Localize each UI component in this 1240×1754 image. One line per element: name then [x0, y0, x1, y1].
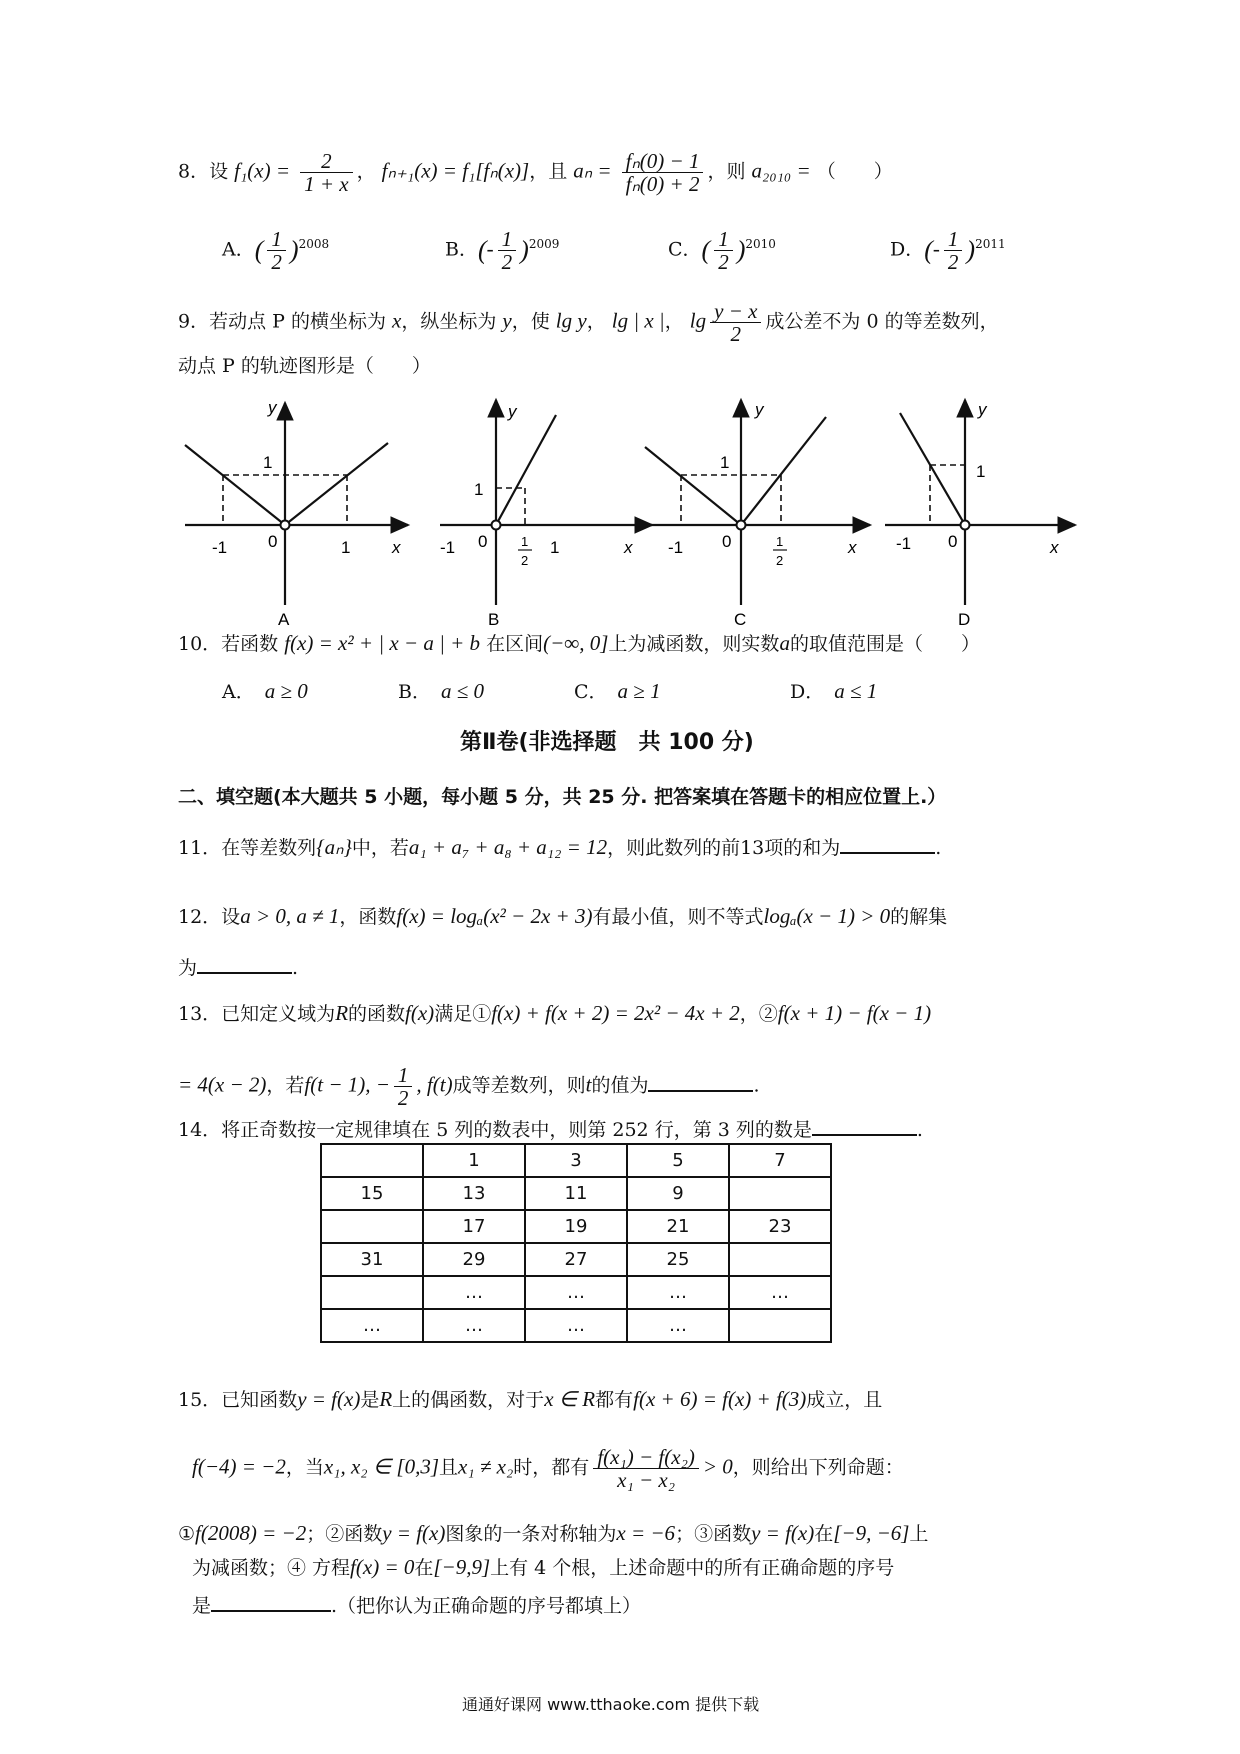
q8-an-fraction: $\frac{\text{fₙ(0) − 1}}{\text{fₙ(0) + 2}}$	[622, 150, 704, 195]
table-cell: …	[321, 1309, 423, 1342]
graph-d-tick: 0	[948, 532, 958, 551]
q11-line: 11．在等差数列{aₙ}中，若a₁ + a₇ + a₈ + a₁₂ = 12，则此数列的前13项的和为 .	[178, 832, 941, 861]
table-cell	[321, 1210, 423, 1243]
graph-a-tick: 1	[341, 538, 351, 557]
q15-line1: 15．已知函数y = f(x)是R上的偶函数，对于x ∈ R都有f(x + 6) = f(x) + f(3)成立，且	[178, 1387, 883, 1411]
graph-c-tick: 0	[722, 532, 732, 551]
q12-line1: 12．设a > 0, a ≠ 1，函数f(x) = logₐ(x² − 2x + 3)有最小值，则不等式logₐ(x − 1) > 0的解集	[178, 904, 948, 928]
table-cell: 9	[627, 1177, 729, 1210]
q13-fraction: $\frac{1}{2}$	[394, 1064, 413, 1109]
table-row	[321, 1243, 831, 1276]
table-cell: …	[627, 1309, 729, 1342]
table-cell: …	[627, 1276, 729, 1309]
graph-a-label: A	[278, 610, 290, 629]
table-cell: …	[729, 1276, 831, 1309]
q12-answer-blank[interactable]	[197, 952, 292, 974]
q15-line5: 是 .（把你认为正确命题的序号都填上）	[192, 1590, 641, 1619]
q8-f1-fraction: $\frac{2}{1 + x}$	[300, 150, 353, 195]
q8-option-b[interactable]: B．(- $\frac{1}{2}$ )$^{2009}$	[445, 227, 560, 274]
graph-b-half-den: 2	[521, 553, 529, 568]
q9-graphs	[0, 385, 1240, 645]
graph-c-label: C	[734, 610, 747, 629]
table-cell: 5	[627, 1144, 729, 1177]
table-cell	[729, 1243, 831, 1276]
q8-option-a[interactable]: A．( $\frac{1}{2}$ )$^{2008}$	[222, 227, 330, 274]
graph-d-tick: 1	[976, 462, 986, 481]
table-cell: 13	[423, 1177, 525, 1210]
graph-d-tick: -1	[896, 534, 912, 553]
table-cell: 7	[729, 1144, 831, 1177]
graph-a-tick: 1	[263, 453, 273, 472]
q8-option-d[interactable]: D．(- $\frac{1}{2}$ )$^{2011}$	[890, 227, 1006, 274]
section2-title: 二、填空题(本大题共 5 小题，每小题 5 分，共 25 分. 把答案填在答题卡的相应位置上.）	[178, 786, 947, 808]
q8-a2010: a₂₀₁₀ =	[751, 158, 811, 183]
graph-d-x-label: x	[1050, 538, 1059, 557]
graph-c-x-label: x	[848, 538, 857, 557]
table-cell: 1	[423, 1144, 525, 1177]
graph-b-tick: 1	[474, 480, 484, 499]
q15-fraction: $\frac{\text{f(x₁) − f(x₂)}}{\text{x₁ − x₂}}$	[593, 1446, 699, 1491]
table-row	[321, 1210, 831, 1243]
q14-answer-blank[interactable]	[812, 1114, 917, 1136]
q9-line2: 动点 P 的轨迹图形是（ ）	[178, 355, 431, 377]
table-cell: 11	[525, 1177, 627, 1210]
q11-answer-blank[interactable]	[840, 832, 935, 854]
q15-answer-blank[interactable]	[211, 1590, 331, 1612]
graph-a	[185, 398, 408, 629]
table-cell: 19	[525, 1210, 627, 1243]
q13-line2: = 4(x − 2)，若f(t − 1), − $\frac{1}{2}$ , f(t)成等差数列，则t的值为 .	[178, 1063, 760, 1110]
table-cell: …	[423, 1309, 525, 1342]
q10-option-b[interactable]: B． a ≤ 0	[398, 679, 484, 703]
graph-c-tick: -1	[668, 538, 684, 557]
table-cell: 31	[321, 1243, 423, 1276]
table-cell: 21	[627, 1210, 729, 1243]
table-cell: 27	[525, 1243, 627, 1276]
table-cell: …	[423, 1276, 525, 1309]
q10-line: 10．若函数 f(x) = x² + | x − a | + b 在区间(−∞, 0]上为减函数，则实数a的取值范围是（ ）	[178, 631, 980, 655]
q14-number-table	[320, 1143, 832, 1343]
q9-fraction: $\frac{y - x}{2}$	[710, 300, 761, 345]
q8-fn1-def: fₙ₊₁(x) = f₁[fₙ(x)]	[381, 158, 530, 183]
graph-b-y-label: y	[508, 402, 517, 421]
graph-b-x-label: x	[624, 538, 633, 557]
graph-c-tick: 1	[720, 453, 730, 472]
part2-title: 第Ⅱ卷(非选择题 共 100 分)	[460, 730, 754, 755]
q8-answer-paren: （ ）	[816, 160, 893, 183]
q9-line1: 9．若动点 P 的横坐标为 x，纵坐标为 y，使 lg y， lg | x |， lg $\frac{y - x}{2}$ 成公差不为 0 的等差数列，	[178, 299, 999, 346]
graph-b-tick: 0	[478, 532, 488, 551]
q12-line2: 为 .	[178, 952, 298, 981]
q10-option-a[interactable]: A． a ≥ 0	[222, 679, 308, 703]
graph-c-half-num: 1	[776, 534, 784, 549]
q8-option-c[interactable]: C．( $\frac{1}{2}$ )$^{2010}$	[668, 227, 776, 274]
table-cell: 17	[423, 1210, 525, 1243]
table-cell: 15	[321, 1177, 423, 1210]
graph-b-half-num: 1	[521, 534, 529, 549]
graph-d-y-label: y	[978, 400, 987, 419]
q10-option-d[interactable]: D． a ≤ 1	[790, 679, 878, 703]
table-cell: 29	[423, 1243, 525, 1276]
graph-d-label: D	[958, 610, 971, 629]
graph-c	[645, 400, 870, 629]
table-cell	[729, 1309, 831, 1342]
table-cell	[321, 1276, 423, 1309]
graph-a-y-label: y	[268, 398, 277, 417]
q10-option-c[interactable]: C． a ≥ 1	[574, 679, 661, 703]
table-row	[321, 1309, 831, 1342]
page-footer: 通通好课网 www.tthaoke.com 提供下载	[462, 1695, 760, 1714]
graph-d	[885, 400, 1075, 629]
table-cell: 25	[627, 1243, 729, 1276]
graph-a-tick: 0	[268, 532, 278, 551]
q14-line: 14．将正奇数按一定规律填在 5 列的数表中，则第 252 行，第 3 列的数是 .	[178, 1114, 923, 1143]
table-cell	[321, 1144, 423, 1177]
graph-c-y-label: y	[755, 400, 764, 419]
q8-f1-def: f₁(x) =	[234, 158, 291, 183]
table-cell: …	[525, 1309, 627, 1342]
table-cell: 3	[525, 1144, 627, 1177]
table-row	[321, 1177, 831, 1210]
table-cell: 23	[729, 1210, 831, 1243]
q8-line: 8．设 f₁(x) = $\frac{2}{1 + x}$ ， fₙ₊₁(x) = f₁[fₙ(x)]，且 aₙ = $\frac{\text{fₙ(0) − 1}}{\text{fₙ(0) + 2}}$ ，则 a₂₀₁₀ = （ ）	[178, 149, 893, 196]
q15-line4: 为减函数；④ 方程f(x) = 0在[−9,9]上有 4 个根，上述命题中的所有正确命题的序号	[192, 1555, 895, 1579]
table-cell: …	[525, 1276, 627, 1309]
q13-answer-blank[interactable]	[648, 1070, 753, 1092]
graph-b	[440, 400, 652, 629]
q8-an-def: aₙ =	[573, 158, 612, 183]
graph-c-half-den: 2	[776, 553, 784, 568]
q13-line1: 13．已知定义域为R的函数f(x)满足①f(x) + f(x + 2) = 2x² − 4x + 2，②f(x + 1) − f(x − 1)	[178, 1001, 932, 1025]
graph-a-x-label: x	[392, 538, 401, 557]
q15-line3: ①f(2008) = −2；②函数y = f(x)图象的一条对称轴为x = −6；③函数y = f(x)在[−9, −6]上	[178, 1521, 929, 1545]
table-cell	[729, 1177, 831, 1210]
graph-b-tick: 1	[550, 538, 560, 557]
table-row	[321, 1144, 831, 1177]
graph-b-tick: -1	[440, 538, 456, 557]
graph-a-tick: -1	[212, 538, 228, 557]
q15-line2: f(−4) = −2，当x₁, x₂ ∈ [0,3]且x₁ ≠ x₂时，都有 $\frac{\text{f(x₁) − f(x₂)}}{\text{x₁ − x₂}}$ > 0，则给出下列命题：	[192, 1445, 904, 1492]
graph-b-label: B	[488, 610, 500, 629]
table-row	[321, 1276, 831, 1309]
